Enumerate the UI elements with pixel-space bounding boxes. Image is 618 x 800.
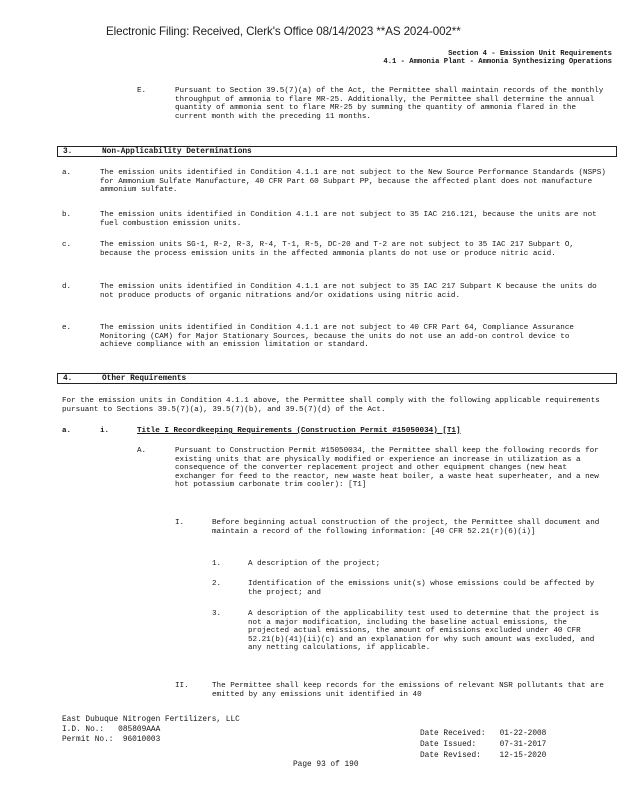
s3-item-d-text: The emission units identified in Condition 4.1.1 are not subject to 35 IAC 217 Subpart K because the units do not produce products of organic nitrations and/or oxidations using nitric acid. — [100, 283, 597, 300]
footer-permit-value: 96010003 — [122, 736, 161, 744]
footer-received-label: Date Received: — [420, 730, 486, 738]
s3-item-a-label: a. — [62, 169, 72, 177]
s3-item-e-text: The emission units identified in Condition 4.1.1 are not subject to 40 CFR Part 64, Compliance Assurance Monitoring (CAM) for Major Stationary Sources, because the units do not use an add-on control device to achieve compliance with an emission limitation or standard. — [100, 324, 574, 350]
footer-revised-label: Date Revised: — [420, 752, 481, 760]
s4-item-a-label: a. — [62, 427, 72, 435]
s3-item-a-text: The emission units identified in Condition 4.1.1 are not subject to the New Source Performance Standards (NSPS) for Ammonium Sulfate Manufacture, 40 CFR Part 60 Subpart PP, because the affected plant does not manufacture ammonium sulfate. — [100, 169, 606, 195]
s3-item-c-label: c. — [62, 241, 72, 249]
s4-item-I-label: I. — [175, 519, 185, 527]
footer-received-value: 01-22-2008 — [499, 730, 547, 738]
footer-revised-value: 12-15-2020 — [499, 752, 547, 760]
running-header — [383, 50, 612, 67]
s3-item-c-text: The emission units SG-1, R-2, R-3, R-4, T-1, R-5, DC-20 and T-2 are not subject to 35 IAC 217 Subpart O, because the process emission units in the affected ammonia plants do not use or produce nitric acid. — [100, 241, 574, 258]
s3-item-e-label: e. — [62, 324, 72, 332]
s4-item-II-label: II. — [175, 682, 189, 690]
footer-permit-label: Permit No.: — [62, 736, 114, 744]
running-header-line1: Section 4 - Emission Unit Requirements — [448, 50, 612, 58]
footer-id-line — [62, 726, 160, 735]
s4-item-i-label: i. — [100, 427, 110, 435]
s4-sub-2-label: 2. — [212, 580, 222, 588]
section-3-title: Non-Applicability Determinations — [102, 148, 252, 156]
item-e-label: E. — [137, 87, 147, 95]
footer-permit-line — [62, 736, 160, 745]
s3-item-d-label: d. — [62, 283, 72, 291]
footer-issued-label: Date Issued: — [420, 741, 477, 749]
s4-item-A-text: Pursuant to Construction Permit #15050034, the Permittee shall keep the following records for existing units that are physically modified or experience an increase in utilization as a consequence of the converter replacement project and other equipment changes (new heat exchanger for feed to the reactor, new waste heat boiler, a waste heat superheater, and a new hot potassium carbonate trim cooler): [T1] — [175, 447, 599, 490]
filing-stamp: Electronic Filing: Received, Clerk's Office 08/14/2023 **AS 2024-002** — [106, 25, 461, 38]
footer-issued-value: 07-31-2017 — [499, 741, 547, 749]
footer-page-number: Page 93 of 190 — [293, 761, 359, 769]
running-header-line2: 4.1 - Ammonia Plant - Ammonia Synthesizing Operations — [383, 58, 612, 67]
s4-sub-3-text: A description of the applicability test used to determine that the project is not a major modification, including the baseline actual emissions, the projected actual emissions, the amount of emissions excluded under 40 CFR 52.21(b)(41)(ii)(c) and an explanation for why such amount was excluded, and any netting calculations, if applicable. — [248, 610, 599, 653]
footer-company: East Dubuque Nitrogen Fertilizers, LLC — [62, 716, 240, 724]
footer-id-label: I.D. No.: — [62, 726, 105, 734]
section-3-header — [57, 146, 617, 157]
s4-item-i-title: Title I Recordkeeping Requirements (Construction Permit #15050034) [T1] — [137, 427, 461, 435]
s4-item-II-text: The Permittee shall keep records for the emissions of relevant NSR pollutants that are emitted by any emissions unit identified in 40 — [212, 682, 604, 699]
footer-id-value: 085809AAA — [118, 726, 161, 734]
s3-item-b-text: The emission units identified in Condition 4.1.1 are not subject to 35 IAC 216.121, because the units are not fuel combustion emission units. — [100, 211, 597, 228]
section-3-number: 3. — [63, 148, 73, 156]
footer-received-line — [420, 730, 546, 739]
section-4-header — [57, 373, 617, 384]
s4-sub-1-label: 1. — [212, 560, 222, 568]
s4-sub-1-text: A description of the project; — [248, 560, 381, 568]
s3-item-b-label: b. — [62, 211, 72, 219]
section-4-intro: For the emission units in Condition 4.1.1 above, the Permittee shall comply with the following applicable requirements pursuant to Sections 39.5(7)(a), 39.5(7)(b), and 39.5(7)(d) of the Act. — [62, 397, 600, 414]
item-e-text: Pursuant to Section 39.5(7)(a) of the Act, the Permittee shall maintain records of the monthly throughput of ammonia to flare MR-25. Additionally, the Permittee shall determine the annual quantity of ammonia sent to flare MR-25 by summing the quantity of ammonia flared in the current month with the preceding 11 months. — [175, 87, 604, 121]
s4-item-I-text: Before beginning actual construction of the project, the Permittee shall document and maintain a record of the following information: [40 CFR 52.21(r)(6)(i)] — [212, 519, 600, 536]
s4-sub-2-text: Identification of the emissions unit(s) whose emissions could be affected by the project; and — [248, 580, 595, 597]
s4-sub-3-label: 3. — [212, 610, 222, 618]
s4-item-A-label: A. — [137, 447, 147, 455]
footer-revised-line — [420, 752, 546, 761]
section-4-number: 4. — [63, 375, 73, 383]
section-4-title: Other Requirements — [102, 375, 187, 383]
footer-issued-line — [420, 741, 546, 750]
